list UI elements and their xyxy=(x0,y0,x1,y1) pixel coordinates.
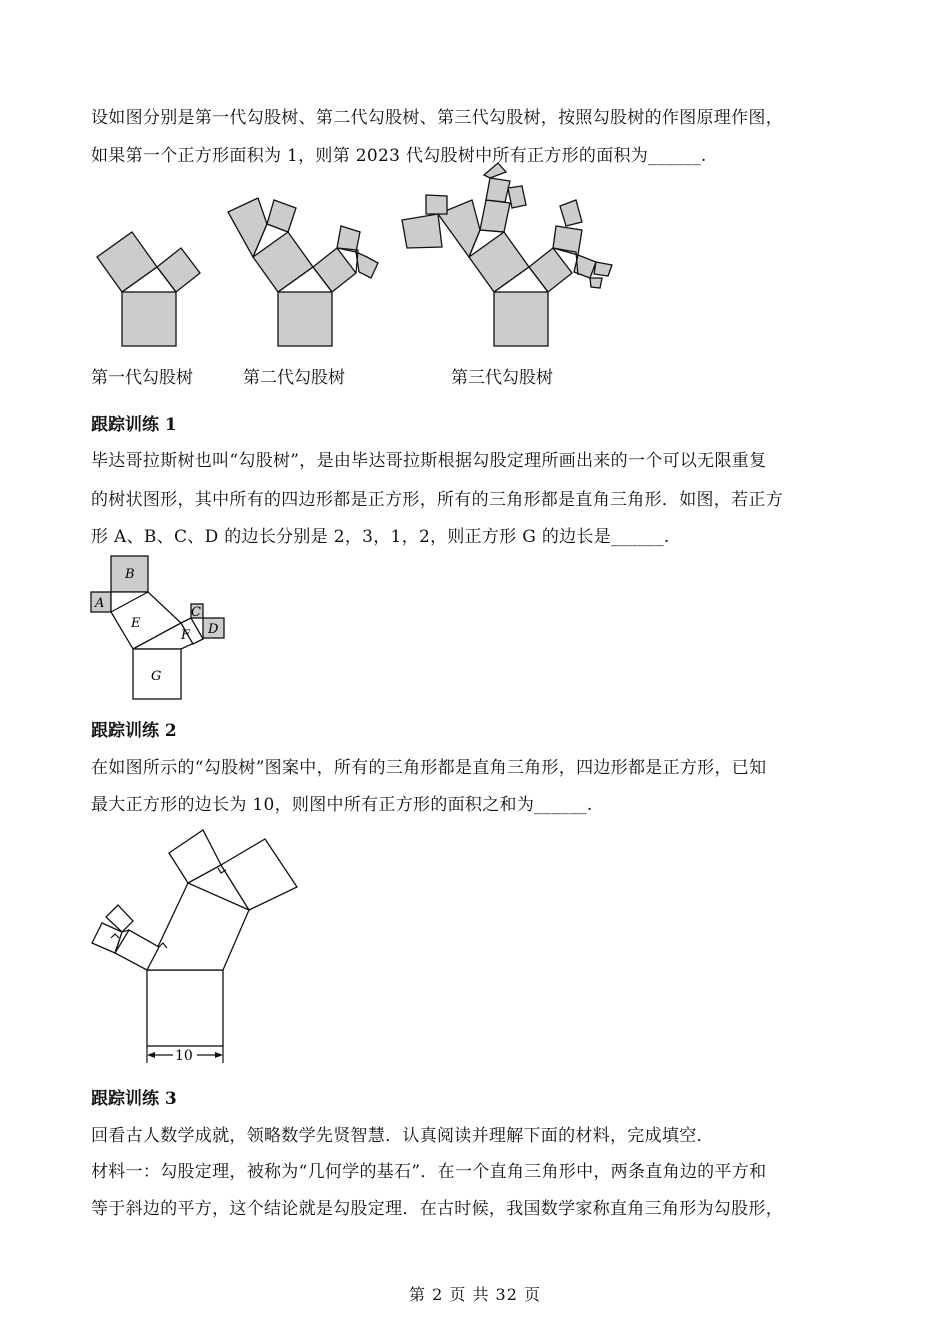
label-b: B xyxy=(125,567,135,582)
exercise-3-line-3: 等于斜边的平方，这个结论就是勾股定理．在古时候，我国数学家称直角三角形为勾股形， xyxy=(91,1199,783,1219)
caption-generation-3: 第三代勾股树 xyxy=(451,368,553,388)
page-footer: 第 2 页 共 32 页 xyxy=(409,1285,541,1304)
intro-line-2: 如果第一个正方形面积为 1，则第 2023 代勾股树中所有正方形的面积为______. xyxy=(91,146,707,166)
tree-2 xyxy=(228,198,378,346)
exercise-1-figure xyxy=(85,550,235,705)
caption-generation-2: 第二代勾股树 xyxy=(243,368,345,388)
label-d: D xyxy=(208,622,219,637)
tree-3 xyxy=(402,163,612,346)
exercise-2-heading: 跟踪训练 2 xyxy=(91,721,177,741)
intro-line-1: 设如图分别是第一代勾股树、第二代勾股树、第三代勾股树，按照勾股树的作图原理作图， xyxy=(91,108,783,128)
exercise-3-line-1: 回看古人数学成就，领略数学先贤智慧．认真阅读并理解下面的材料，完成填空． xyxy=(91,1126,714,1146)
exercise-2-figure xyxy=(85,825,310,1065)
exercise-3-heading: 跟踪训练 3 xyxy=(91,1089,177,1109)
exercise-2-line-2: 最大正方形的边长为 10，则图中所有正方形的面积之和为______. xyxy=(91,795,593,815)
exercise-1-line-1: 毕达哥拉斯树也叫“勾股树”，是由毕达哥拉斯根据勾股定理所画出来的一个可以无限重复 xyxy=(91,451,767,471)
exercise-1-heading: 跟踪训练 1 xyxy=(91,415,177,435)
dimension-10: 10 xyxy=(175,1048,193,1064)
caption-generation-1: 第一代勾股树 xyxy=(91,368,193,388)
label-f: F xyxy=(181,628,191,643)
exercise-1-line-3: 形 A、B、C、D 的边长分别是 2，3，1，2，则正方形 G 的边长是______. xyxy=(91,527,670,547)
exercise-2-line-1: 在如图所示的“勾股树”图案中，所有的三角形都是直角三角形，四边形都是正方形，已知 xyxy=(91,758,767,778)
label-c: C xyxy=(191,605,201,620)
tree-1 xyxy=(97,232,200,346)
label-g: G xyxy=(151,669,162,684)
exercise-3-line-2: 材料一：勾股定理，被称为“几何学的基石”．在一个直角三角形中，两条直角边的平方和 xyxy=(91,1162,767,1182)
label-e: E xyxy=(131,616,141,631)
label-a: A xyxy=(95,596,105,611)
exercise-1-line-2: 的树状图形，其中所有的四边形都是正方形，所有的三角形都是直角三角形．如图，若正方 xyxy=(91,490,783,510)
